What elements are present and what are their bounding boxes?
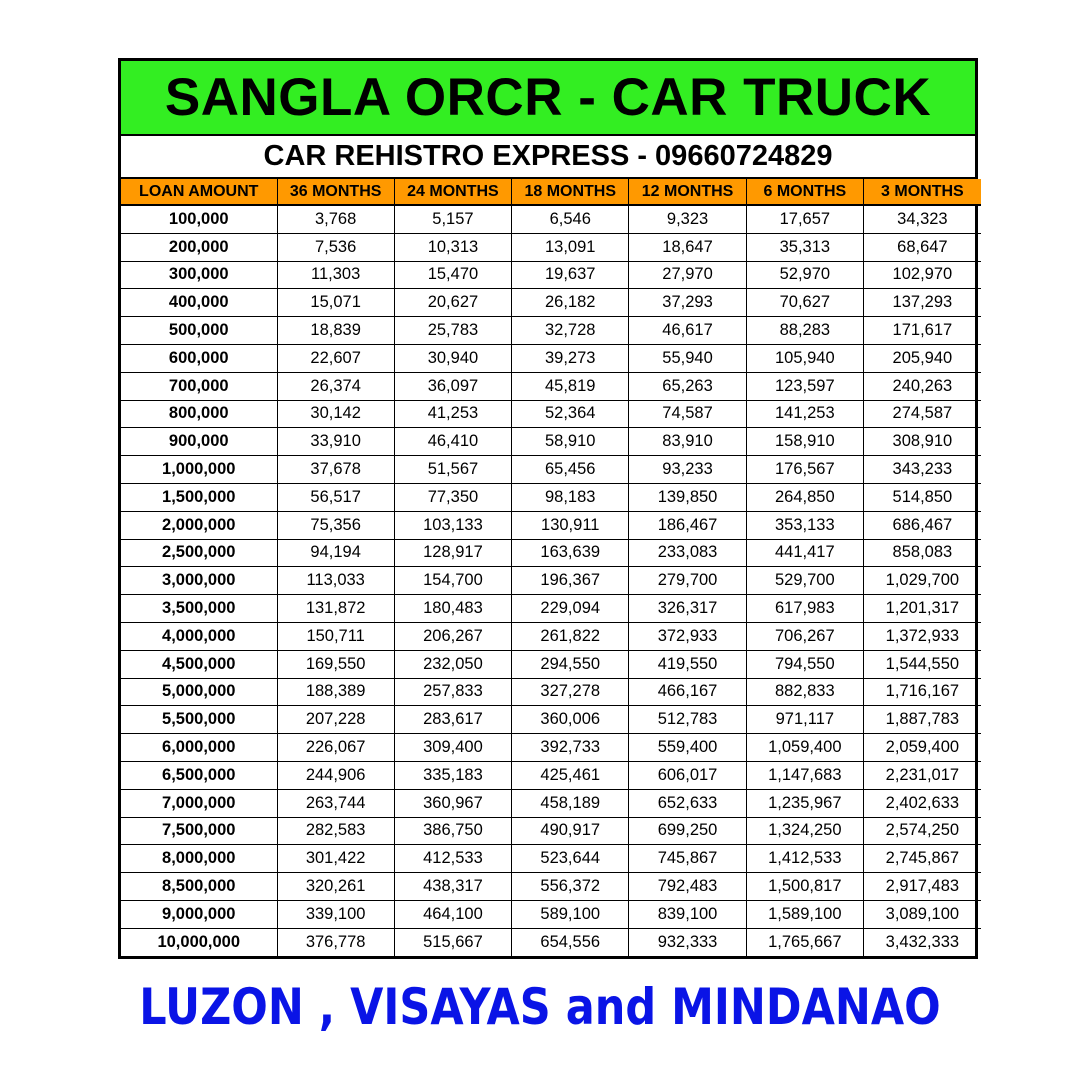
payment-cell: 26,374 xyxy=(277,372,394,400)
payment-cell: 102,970 xyxy=(863,261,980,289)
table-row xyxy=(121,622,981,650)
payment-cell: 839,100 xyxy=(629,900,746,928)
payment-cell: 22,607 xyxy=(277,344,394,372)
payment-cell: 932,333 xyxy=(629,928,746,955)
payment-cell: 794,550 xyxy=(746,650,863,678)
payment-cell: 74,587 xyxy=(629,400,746,428)
payment-cell: 2,231,017 xyxy=(863,761,980,789)
table-row xyxy=(121,817,981,845)
payment-cell: 233,083 xyxy=(629,539,746,567)
payment-cell: 11,303 xyxy=(277,261,394,289)
table-row xyxy=(121,734,981,762)
table-row xyxy=(121,233,981,261)
payment-cell: 35,313 xyxy=(746,233,863,261)
payment-cell: 51,567 xyxy=(394,456,511,484)
column-header-term: 6 MONTHS xyxy=(746,179,863,205)
table-row xyxy=(121,900,981,928)
loan-amount-cell: 4,500,000 xyxy=(121,650,277,678)
payment-cell: 34,323 xyxy=(863,205,980,233)
payment-cell: 46,617 xyxy=(629,317,746,345)
payment-cell: 56,517 xyxy=(277,483,394,511)
payment-cell: 1,412,533 xyxy=(746,845,863,873)
loan-table xyxy=(121,179,981,956)
payment-cell: 131,872 xyxy=(277,595,394,623)
payment-cell: 169,550 xyxy=(277,650,394,678)
payment-cell: 392,733 xyxy=(512,734,629,762)
payment-cell: 261,822 xyxy=(512,622,629,650)
payment-cell: 2,574,250 xyxy=(863,817,980,845)
table-row xyxy=(121,289,981,317)
payment-cell: 1,029,700 xyxy=(863,567,980,595)
table-row xyxy=(121,456,981,484)
loan-amount-cell: 1,000,000 xyxy=(121,456,277,484)
loan-amount-cell: 1,500,000 xyxy=(121,483,277,511)
payment-cell: 13,091 xyxy=(512,233,629,261)
payment-cell: 55,940 xyxy=(629,344,746,372)
payment-cell: 37,293 xyxy=(629,289,746,317)
payment-cell: 617,983 xyxy=(746,595,863,623)
payment-cell: 7,536 xyxy=(277,233,394,261)
payment-cell: 490,917 xyxy=(512,817,629,845)
payment-cell: 882,833 xyxy=(746,678,863,706)
loan-amount-cell: 9,000,000 xyxy=(121,900,277,928)
loan-amount-cell: 6,500,000 xyxy=(121,761,277,789)
payment-cell: 180,483 xyxy=(394,595,511,623)
payment-cell: 10,313 xyxy=(394,233,511,261)
loan-amount-cell: 600,000 xyxy=(121,344,277,372)
loan-amount-cell: 700,000 xyxy=(121,372,277,400)
payment-cell: 19,637 xyxy=(512,261,629,289)
payment-cell: 466,167 xyxy=(629,678,746,706)
loan-amount-cell: 5,500,000 xyxy=(121,706,277,734)
payment-cell: 706,267 xyxy=(746,622,863,650)
table-row xyxy=(121,400,981,428)
table-row xyxy=(121,205,981,233)
payment-cell: 327,278 xyxy=(512,678,629,706)
payment-cell: 1,716,167 xyxy=(863,678,980,706)
payment-cell: 441,417 xyxy=(746,539,863,567)
payment-cell: 240,263 xyxy=(863,372,980,400)
payment-cell: 3,768 xyxy=(277,205,394,233)
loan-amount-cell: 8,500,000 xyxy=(121,873,277,901)
payment-cell: 523,644 xyxy=(512,845,629,873)
payment-cell: 376,778 xyxy=(277,928,394,955)
loan-amount-cell: 200,000 xyxy=(121,233,277,261)
payment-cell: 207,228 xyxy=(277,706,394,734)
loan-amount-cell: 4,000,000 xyxy=(121,622,277,650)
payment-cell: 1,500,817 xyxy=(746,873,863,901)
payment-cell: 30,142 xyxy=(277,400,394,428)
payment-cell: 65,456 xyxy=(512,456,629,484)
payment-cell: 77,350 xyxy=(394,483,511,511)
payment-cell: 105,940 xyxy=(746,344,863,372)
payment-cell: 3,089,100 xyxy=(863,900,980,928)
payment-cell: 282,583 xyxy=(277,817,394,845)
payment-cell: 264,850 xyxy=(746,483,863,511)
payment-cell: 158,910 xyxy=(746,428,863,456)
column-header-term: 3 MONTHS xyxy=(863,179,980,205)
payment-cell: 186,467 xyxy=(629,511,746,539)
payment-cell: 46,410 xyxy=(394,428,511,456)
payment-cell: 37,678 xyxy=(277,456,394,484)
table-row xyxy=(121,595,981,623)
payment-cell: 6,546 xyxy=(512,205,629,233)
payment-cell: 52,364 xyxy=(512,400,629,428)
payment-cell: 458,189 xyxy=(512,789,629,817)
table-row xyxy=(121,372,981,400)
payment-cell: 188,389 xyxy=(277,678,394,706)
payment-cell: 98,183 xyxy=(512,483,629,511)
loan-amount-cell: 800,000 xyxy=(121,400,277,428)
payment-cell: 419,550 xyxy=(629,650,746,678)
payment-cell: 83,910 xyxy=(629,428,746,456)
payment-cell: 343,233 xyxy=(863,456,980,484)
table-row xyxy=(121,539,981,567)
table-row xyxy=(121,511,981,539)
column-header-term: 12 MONTHS xyxy=(629,179,746,205)
payment-cell: 93,233 xyxy=(629,456,746,484)
payment-cell: 1,887,783 xyxy=(863,706,980,734)
payment-cell: 130,911 xyxy=(512,511,629,539)
loan-amount-cell: 2,000,000 xyxy=(121,511,277,539)
payment-cell: 279,700 xyxy=(629,567,746,595)
table-row xyxy=(121,344,981,372)
page-title: SANGLA ORCR - CAR TRUCK xyxy=(121,61,975,136)
payment-cell: 335,183 xyxy=(394,761,511,789)
payment-cell: 88,283 xyxy=(746,317,863,345)
payment-cell: 1,589,100 xyxy=(746,900,863,928)
loan-amount-cell: 7,500,000 xyxy=(121,817,277,845)
loan-amount-cell: 2,500,000 xyxy=(121,539,277,567)
table-row xyxy=(121,650,981,678)
payment-cell: 128,917 xyxy=(394,539,511,567)
table-row xyxy=(121,567,981,595)
footer-regions: LUZON , VISAYAS and MINDANAO xyxy=(139,978,941,1036)
payment-cell: 2,059,400 xyxy=(863,734,980,762)
table-row xyxy=(121,789,981,817)
payment-cell: 18,839 xyxy=(277,317,394,345)
payment-cell: 858,083 xyxy=(863,539,980,567)
payment-cell: 360,006 xyxy=(512,706,629,734)
loan-amount-cell: 100,000 xyxy=(121,205,277,233)
payment-cell: 2,917,483 xyxy=(863,873,980,901)
table-row xyxy=(121,428,981,456)
payment-cell: 515,667 xyxy=(394,928,511,955)
payment-cell: 206,267 xyxy=(394,622,511,650)
loan-amount-cell: 3,000,000 xyxy=(121,567,277,595)
loan-amount-cell: 500,000 xyxy=(121,317,277,345)
table-row xyxy=(121,845,981,873)
payment-cell: 514,850 xyxy=(863,483,980,511)
payment-cell: 425,461 xyxy=(512,761,629,789)
payment-cell: 75,356 xyxy=(277,511,394,539)
payment-cell: 176,567 xyxy=(746,456,863,484)
table-row xyxy=(121,761,981,789)
payment-cell: 45,819 xyxy=(512,372,629,400)
payment-cell: 652,633 xyxy=(629,789,746,817)
payment-cell: 26,182 xyxy=(512,289,629,317)
table-header-row xyxy=(121,179,981,205)
payment-cell: 283,617 xyxy=(394,706,511,734)
loan-amount-cell: 900,000 xyxy=(121,428,277,456)
table-row xyxy=(121,928,981,955)
payment-cell: 559,400 xyxy=(629,734,746,762)
payment-cell: 2,745,867 xyxy=(863,845,980,873)
payment-cell: 339,100 xyxy=(277,900,394,928)
loan-amount-cell: 10,000,000 xyxy=(121,928,277,955)
payment-cell: 137,293 xyxy=(863,289,980,317)
payment-cell: 113,033 xyxy=(277,567,394,595)
payment-cell: 150,711 xyxy=(277,622,394,650)
payment-cell: 1,765,667 xyxy=(746,928,863,955)
loan-amount-cell: 8,000,000 xyxy=(121,845,277,873)
payment-cell: 196,367 xyxy=(512,567,629,595)
payment-cell: 1,201,317 xyxy=(863,595,980,623)
payment-cell: 745,867 xyxy=(629,845,746,873)
payment-cell: 27,970 xyxy=(629,261,746,289)
payment-cell: 1,147,683 xyxy=(746,761,863,789)
payment-cell: 326,317 xyxy=(629,595,746,623)
payment-cell: 294,550 xyxy=(512,650,629,678)
payment-cell: 589,100 xyxy=(512,900,629,928)
payment-cell: 320,261 xyxy=(277,873,394,901)
payment-cell: 17,657 xyxy=(746,205,863,233)
payment-cell: 353,133 xyxy=(746,511,863,539)
payment-cell: 1,235,967 xyxy=(746,789,863,817)
payment-cell: 412,533 xyxy=(394,845,511,873)
payment-cell: 556,372 xyxy=(512,873,629,901)
payment-cell: 654,556 xyxy=(512,928,629,955)
table-body xyxy=(121,205,981,956)
payment-cell: 18,647 xyxy=(629,233,746,261)
payment-cell: 94,194 xyxy=(277,539,394,567)
loan-amount-cell: 300,000 xyxy=(121,261,277,289)
payment-cell: 232,050 xyxy=(394,650,511,678)
payment-cell: 15,470 xyxy=(394,261,511,289)
payment-cell: 1,324,250 xyxy=(746,817,863,845)
payment-cell: 65,263 xyxy=(629,372,746,400)
payment-cell: 257,833 xyxy=(394,678,511,706)
table-row xyxy=(121,483,981,511)
payment-cell: 263,744 xyxy=(277,789,394,817)
payment-cell: 39,273 xyxy=(512,344,629,372)
payment-cell: 606,017 xyxy=(629,761,746,789)
payment-cell: 171,617 xyxy=(863,317,980,345)
payment-cell: 5,157 xyxy=(394,205,511,233)
payment-cell: 686,467 xyxy=(863,511,980,539)
payment-cell: 123,597 xyxy=(746,372,863,400)
payment-cell: 226,067 xyxy=(277,734,394,762)
loan-amount-cell: 6,000,000 xyxy=(121,734,277,762)
payment-cell: 301,422 xyxy=(277,845,394,873)
payment-cell: 386,750 xyxy=(394,817,511,845)
payment-cell: 33,910 xyxy=(277,428,394,456)
payment-cell: 464,100 xyxy=(394,900,511,928)
payment-cell: 1,544,550 xyxy=(863,650,980,678)
payment-cell: 1,372,933 xyxy=(863,622,980,650)
payment-cell: 372,933 xyxy=(629,622,746,650)
column-header-term: 36 MONTHS xyxy=(277,179,394,205)
payment-cell: 70,627 xyxy=(746,289,863,317)
payment-cell: 529,700 xyxy=(746,567,863,595)
payment-cell: 1,059,400 xyxy=(746,734,863,762)
payment-cell: 141,253 xyxy=(746,400,863,428)
payment-cell: 205,940 xyxy=(863,344,980,372)
payment-cell: 438,317 xyxy=(394,873,511,901)
column-header-loan-amount: LOAN AMOUNT xyxy=(121,179,277,205)
payment-cell: 68,647 xyxy=(863,233,980,261)
payment-cell: 308,910 xyxy=(863,428,980,456)
payment-cell: 244,906 xyxy=(277,761,394,789)
payment-cell: 30,940 xyxy=(394,344,511,372)
loan-amount-cell: 3,500,000 xyxy=(121,595,277,623)
payment-cell: 20,627 xyxy=(394,289,511,317)
rate-sheet xyxy=(118,58,978,959)
payment-cell: 971,117 xyxy=(746,706,863,734)
payment-cell: 154,700 xyxy=(394,567,511,595)
payment-cell: 699,250 xyxy=(629,817,746,845)
payment-cell: 792,483 xyxy=(629,873,746,901)
payment-cell: 52,970 xyxy=(746,261,863,289)
payment-cell: 512,783 xyxy=(629,706,746,734)
payment-cell: 15,071 xyxy=(277,289,394,317)
table-row xyxy=(121,706,981,734)
payment-cell: 32,728 xyxy=(512,317,629,345)
column-header-term: 18 MONTHS xyxy=(512,179,629,205)
loan-amount-cell: 7,000,000 xyxy=(121,789,277,817)
subtitle: CAR REHISTRO EXPRESS - 09660724829 xyxy=(121,136,975,179)
table-row xyxy=(121,678,981,706)
payment-cell: 25,783 xyxy=(394,317,511,345)
payment-cell: 3,432,333 xyxy=(885,932,960,951)
loan-amount-cell: 400,000 xyxy=(121,289,277,317)
table-row xyxy=(121,873,981,901)
table-row xyxy=(121,317,981,345)
payment-cell: 309,400 xyxy=(394,734,511,762)
table-row xyxy=(121,261,981,289)
payment-cell: 163,639 xyxy=(512,539,629,567)
payment-cell: 229,094 xyxy=(512,595,629,623)
loan-amount-cell: 5,000,000 xyxy=(121,678,277,706)
payment-cell: 41,253 xyxy=(394,400,511,428)
payment-cell: 2,402,633 xyxy=(863,789,980,817)
payment-cell: 36,097 xyxy=(394,372,511,400)
column-header-term: 24 MONTHS xyxy=(394,179,511,205)
payment-cell: 360,967 xyxy=(394,789,511,817)
payment-cell: 9,323 xyxy=(629,205,746,233)
payment-cell: 139,850 xyxy=(629,483,746,511)
payment-cell: 58,910 xyxy=(512,428,629,456)
payment-cell: 274,587 xyxy=(863,400,980,428)
payment-cell: 103,133 xyxy=(394,511,511,539)
